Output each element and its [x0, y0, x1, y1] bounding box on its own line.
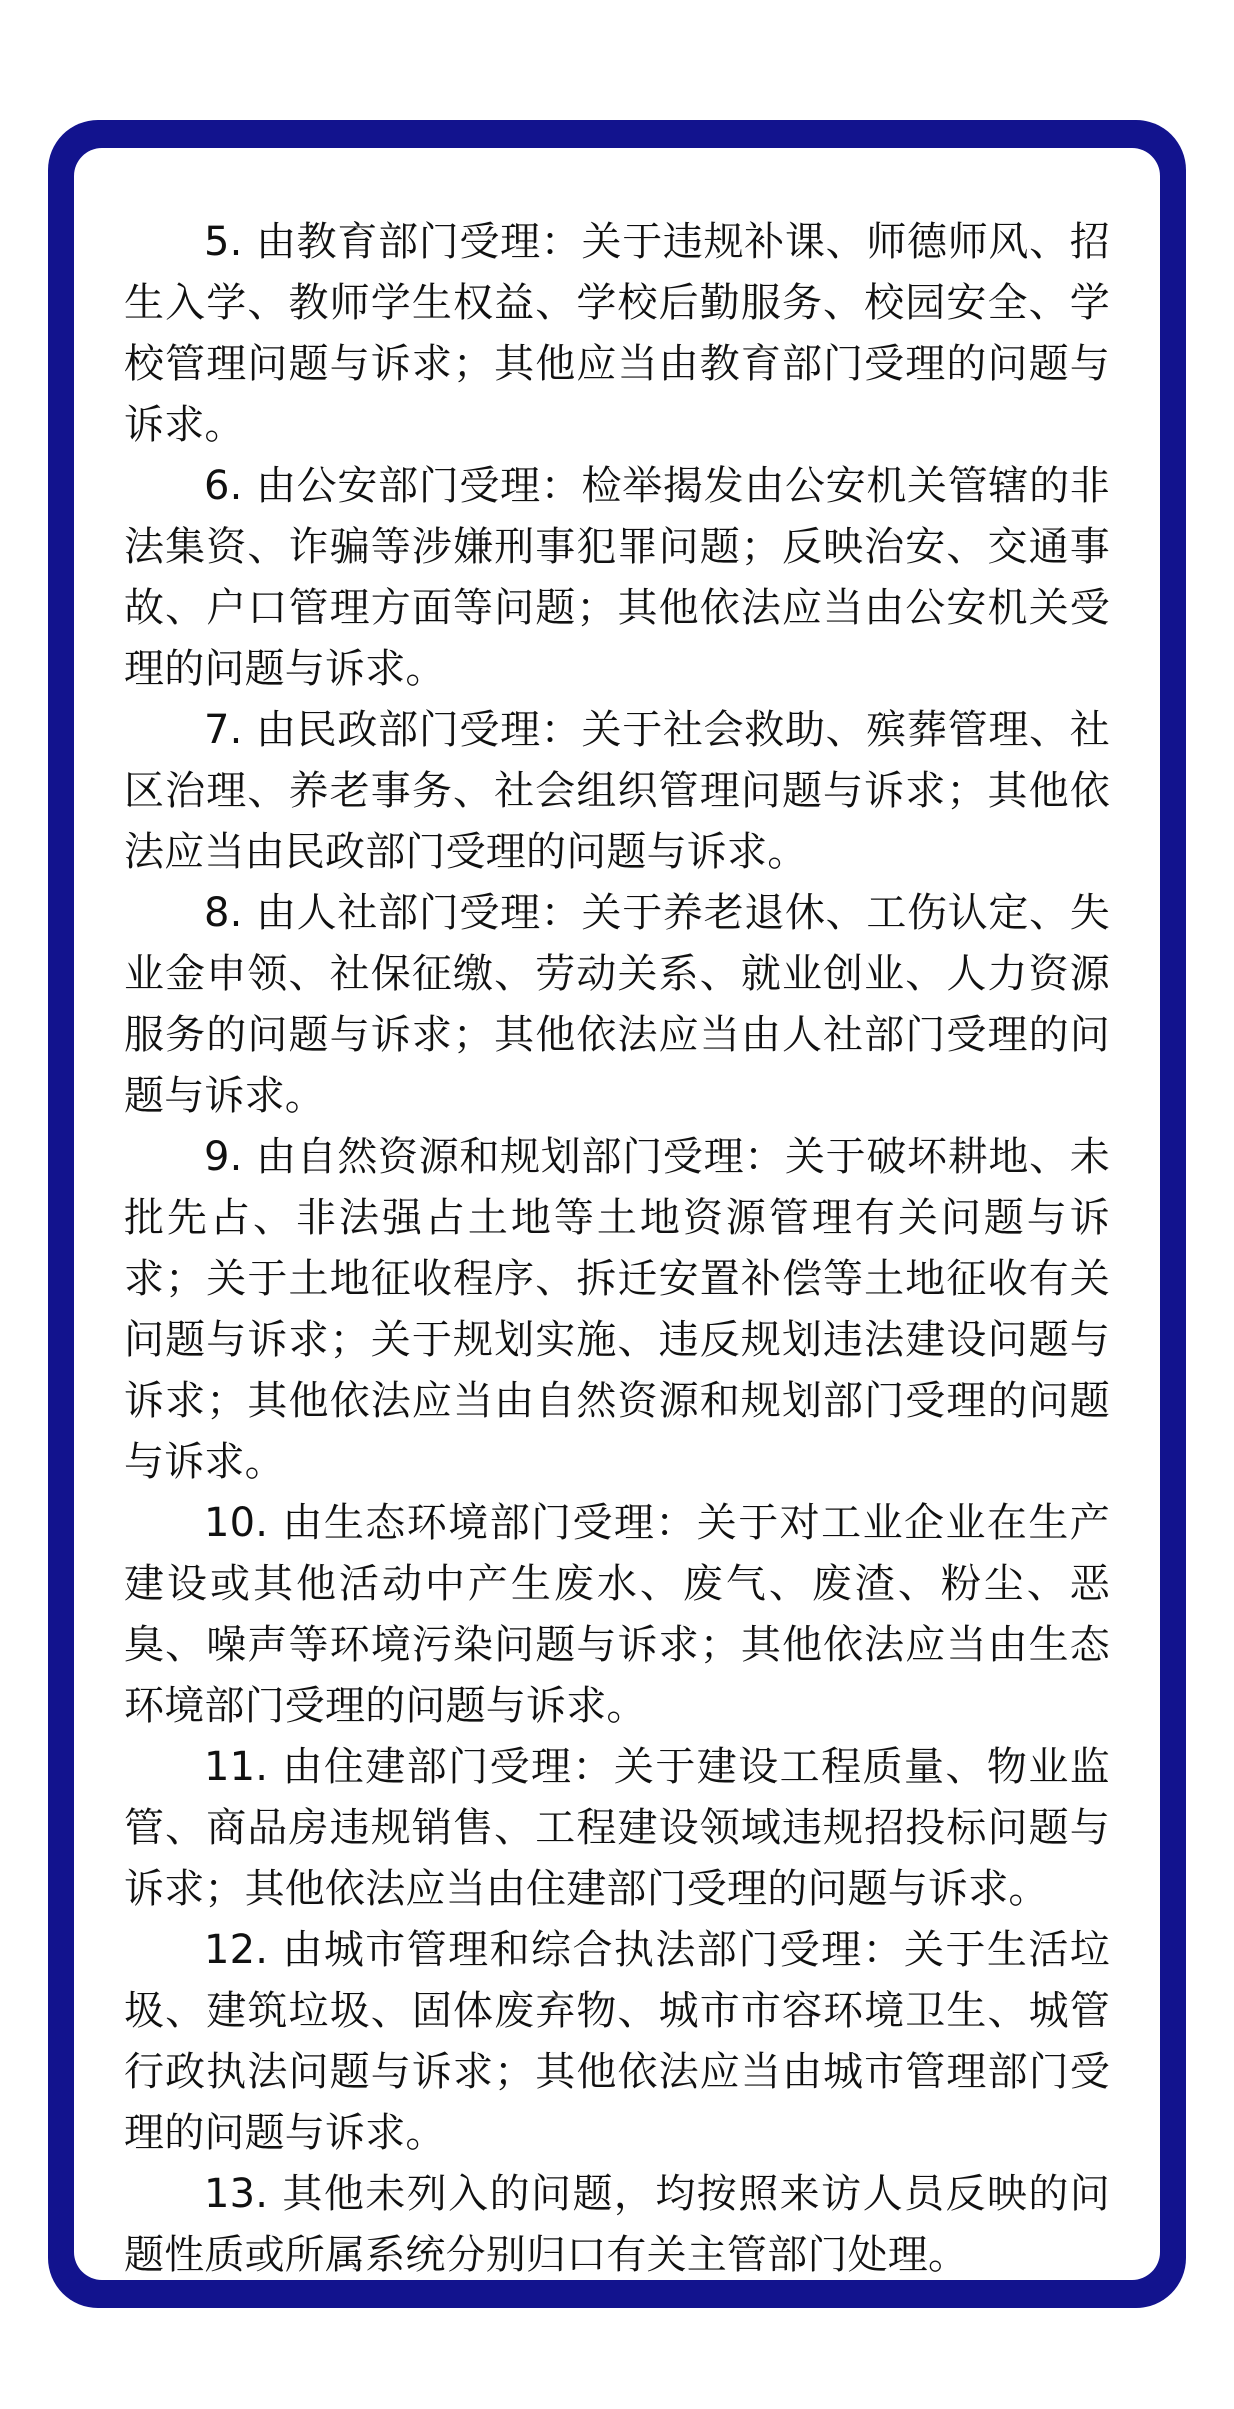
- paragraph-item-11: 11. 由住建部门受理：关于建设工程质量、物业监管、商品房违规销售、工程建设领域违规招投标问题与诉求；其他依法应当由住建部门受理的问题与诉求。: [124, 1744, 1110, 1912]
- paragraph-item-9: 9. 由自然资源和规划部门受理：关于破坏耕地、未批先占、非法强占土地等土地资源管理有关问题与诉求；关于土地征收程序、拆迁安置补偿等土地征收有关问题与诉求；关于规划实施、违反规划违法建设问题与诉求；其他依法应当由自然资源和规划部门受理的问题与诉求。: [124, 1134, 1110, 1485]
- paragraph-item-10: 10. 由生态环境部门受理：关于对工业企业在生产建设或其他活动中产生废水、废气、废渣、粉尘、恶臭、噪声等环境污染问题与诉求；其他依法应当由生态环境部门受理的问题与诉求。: [124, 1500, 1110, 1729]
- paragraph-item-7: 7. 由民政部门受理：关于社会救助、殡葬管理、社区治理、养老事务、社会组织管理问题与诉求；其他依法应当由民政部门受理的问题与诉求。: [124, 707, 1110, 875]
- paragraph-item-13: 13. 其他未列入的问题，均按照来访人员反映的问题性质或所属系统分别归口有关主管部门处理。: [124, 2171, 1110, 2278]
- document-content: [124, 212, 1110, 2286]
- paragraph-item-6: 6. 由公安部门受理：检举揭发由公安机关管辖的非法集资、诈骗等涉嫌刑事犯罪问题；反映治安、交通事故、户口管理方面等问题；其他依法应当由公安机关受理的问题与诉求。: [124, 463, 1110, 692]
- paragraph-item-5: 5. 由教育部门受理：关于违规补课、师德师风、招生入学、教师学生权益、学校后勤服务、校园安全、学校管理问题与诉求；其他应当由教育部门受理的问题与诉求。: [124, 219, 1110, 448]
- paragraph-item-8: 8. 由人社部门受理：关于养老退休、工伤认定、失业金申领、社保征缴、劳动关系、就业创业、人力资源服务的问题与诉求；其他依法应当由人社部门受理的问题与诉求。: [124, 890, 1110, 1119]
- paragraph-item-12: 12. 由城市管理和综合执法部门受理：关于生活垃圾、建筑垃圾、固体废弃物、城市市容环境卫生、城管行政执法问题与诉求；其他依法应当由城市管理部门受理的问题与诉求。: [124, 1927, 1110, 2156]
